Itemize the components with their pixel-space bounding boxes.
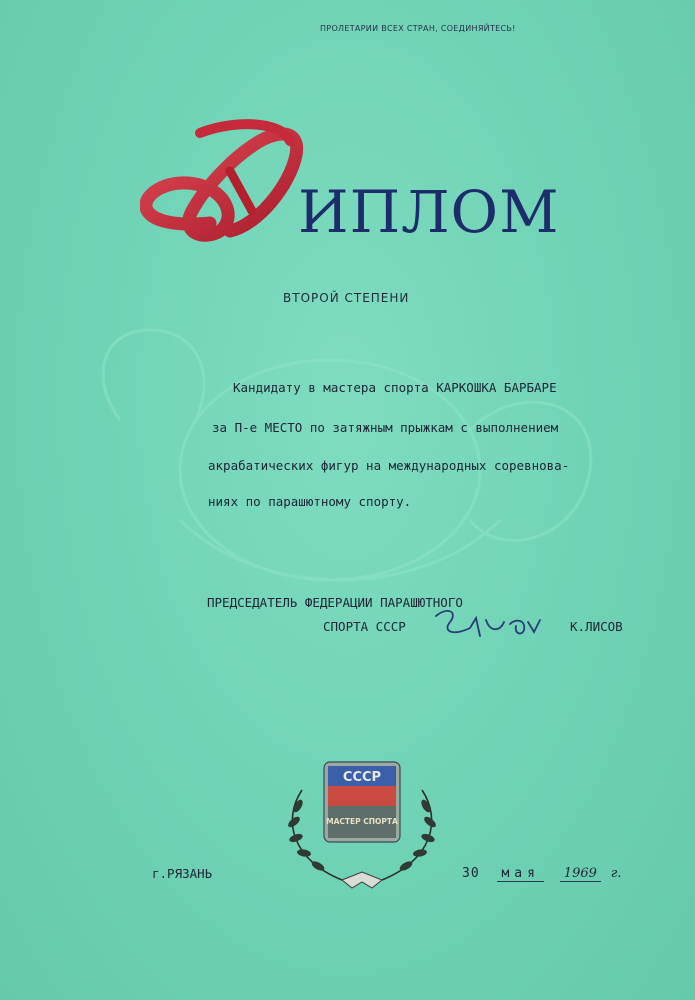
handwritten-signature bbox=[430, 602, 550, 642]
body-line-3: акрабатических фигур на международных соревнова- bbox=[208, 458, 570, 473]
title bbox=[140, 115, 560, 255]
date-year: 1969 bbox=[560, 866, 601, 882]
date-day: 30 bbox=[462, 866, 480, 881]
slogan: ПРОЛЕТАРИИ ВСЕХ СТРАН, СОЕДИНЯЙТЕСЬ! bbox=[320, 24, 516, 33]
badge-label-bottom: МАСТЕР СПОРТА bbox=[326, 817, 398, 826]
signatory-name: К.ЛИСОВ bbox=[570, 619, 623, 634]
place: г.РЯЗАНЬ bbox=[152, 866, 213, 881]
degree: ВТОРОЙ СТЕПЕНИ bbox=[283, 291, 410, 305]
badge-label-top: СССР bbox=[342, 770, 382, 785]
body-line-1: Кандидату в мастера спорта КАРКОШКА БАРБАРЕ bbox=[233, 380, 557, 395]
date bbox=[462, 866, 621, 882]
body-line-4: ниях по парашютному спорту. bbox=[208, 494, 412, 509]
signatory-title-line-1: ПРЕДСЕДАТЕЛЬ ФЕДЕРАЦИИ ПАРАШЮТНОГО bbox=[207, 595, 463, 610]
date-suffix: г. bbox=[610, 866, 622, 881]
master-of-sport-badge-icon bbox=[272, 760, 452, 895]
date-month: мая bbox=[497, 866, 543, 882]
title-text: ИПЛОМ bbox=[298, 178, 560, 246]
body-line-2: за П-е МЕСТО по затяжным прыжкам с выполнением bbox=[212, 420, 559, 435]
signatory-title-line-2: СПОРТА СССР bbox=[323, 619, 406, 634]
ribbon-letter-d-icon bbox=[140, 115, 310, 245]
